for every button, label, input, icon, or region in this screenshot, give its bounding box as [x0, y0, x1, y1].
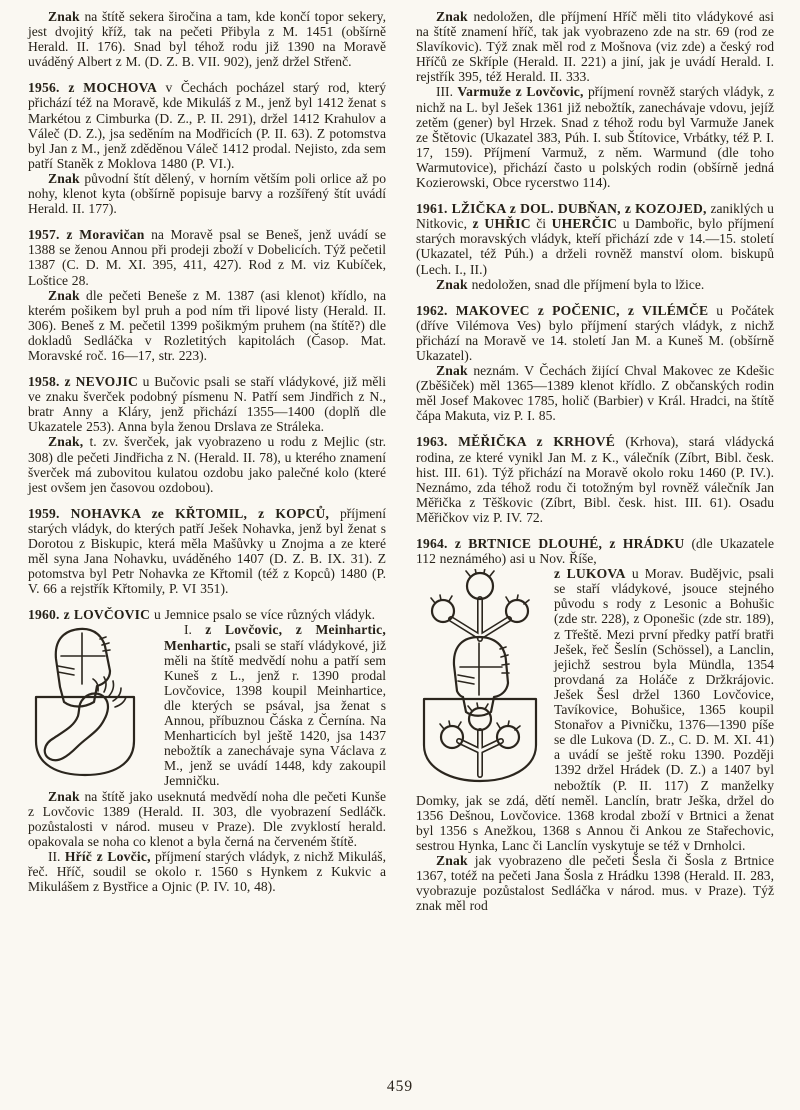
para-znak-1962: Znak neznám. V Čechách žijící Chval Makovec ze Kdešic (Zběšiček) měl 1365—1389 klenot křídlo. Z občanských rodin měl Josef Makovec 1785, holič (Barbier) v Král. Hradci, na štítě čápa Makuta, viz P. I. 85.	[416, 363, 774, 424]
para-znak-1960-I: Znak na štítě jako useknutá medvědí noha dle pečeti Kunše z Lovčovic 1389 (Herald. II. 303, dle vyobrazení Sedláčk. pozůstalosti v národ. museu v Praze). Dle zvyklostí herald. opakovala se noha co klenot a byla černá na červeném štítě.	[28, 788, 386, 849]
para-znak-1958: Znak, t. zv. šverček, jak vyobrazeno u rodu z Mejlic (str. 308) dle pečeti Jindřicha z N. (Herald. II. 78), u kterého znamení šverček má zubovitou kulatou ozdobu jako palečné kolo (které jest ovšem jen časovou ozdobou).	[28, 434, 386, 495]
coat-of-arms-poppy-branch-icon	[418, 569, 542, 785]
right-column	[416, 9, 774, 913]
para-znak-1964: Znak jak vyobrazeno dle pečeti Šesla či Šosla z Brtnice 1367, totéž na pečeti Jana Šosla z Hrádku 1398 (Herald. II. 283, vyobrazuje pozůstalost Sedláčka v národ. mus. v Praze). Týž znak měl rod	[416, 852, 774, 914]
para-znak-1956: Znak původní štít dělený, v horním větším poli orlice až po nohy, klenot kyta (obšírně popisuje barvy a rozšířený štít uvádí Herald. II. 177).	[28, 170, 386, 217]
entry-1958-nevojic: 1958. z NEVOJIC u Bučovic psali se staří vládykové, již měli ve znaku šverček podobný písmenu N. Patří sem Jindřich z N., bratr Anny a Kláry, jenž přichází 1355—1400 (doplň dle Ukazatele 253). Anna byla ženou Drslava ze Stráleka.	[28, 374, 386, 435]
para-znak-1960-II: Znak nedoložen, dle příjmení Hříč měli tito vládykové asi na štítě znamení hříč, tak jak vyobrazeno zde na str. 69 (rod ze Slavíkovic). Týž znak měl rod z Mošnova (viz zde) a český rod Hříčů ze Skříple (Herald. II. 221) a jiní, jak je uvádí Herald. I. rejstřík 395, též Herald. II. 333.	[416, 9, 774, 85]
entry-1956-mochova: 1956. z MOCHOVA v Čechách pocházel starý rod, který přichází též na Moravě, kde Mikuláš z M., jenž byl 1412 ženat s Markétou z Cimburka (D. Z., P. II. 291), držel 1412 Krahulov a Váleč (D. Z.), jsa seděním na Modřicích (P. II. 63). Z potomstva byl Jan z M., jenž zděděnou Váleč 1412 prodal. Nejisto, zda sem patří Staněk z Moklova 1480 (P. VI.).	[28, 80, 387, 171]
para-1960-III: III. Varmuže z Lovčovic, příjmení rovněž starých vládyk, z nichž na L. byl Ješek 1361 již nebožtík, zanechávaje vdovu, jejíž zetěm (gener) byl Hrzek. Snad z téhož rodu byl Varmuže Janek ze Štětovic (Ukazatel 383, Púh. I. sub Štítovice, Vrbátky, též P. I. 17, 159). Příjmení Varmuž, z něm. Warmund (dle toho Warmutovice), přichází často u polských rodin (obšírně jedná Kozierowski, Obce rycerstwo 114).	[416, 84, 774, 191]
para-znak-1961: Znak nedoložen, snad dle příjmení byla to lžice.	[436, 276, 705, 292]
para-1960-I: I. z Lovčovic, z Meinhartic, Menhartic, psali se staří vládykové, již měli na štítě medvědí nohu a patří sem Kuneš z L., jenž r. 1390 prodal Lovčovice, 1398 koupil Meinhartice, dle kterých se psával, jsa ženat s Annou, příbuznou Čáska z Černína. Na Menharticích byl ještě 1420, jsa 1437 nebožtík a zanechávaje syna Václava z M., jenž se uvádí 1448, kdy zakoupil Jemničku.	[164, 622, 386, 789]
page-number: 459	[386, 1078, 414, 1095]
entry-1962-makovec: 1962. MAKOVEC z POČENIC, z VILÉMČE u Počátek (dříve Vilémova Ves) bylo příjmení starých vládyk, z nichž přichází na Moravě ve 14. století Jan M. a Kuneš M. (obšírně Ukazatel).	[416, 302, 774, 363]
para-1964-body: z LUKOVA u Morav. Budějvic, psali se staří vládykové, jsouce stejného původu s rody z Lesonic a Bohušic (zde str. 228), z Oponešic (zde str. 189), z Třeště. Mezi první předky patří bratři Ješek, řeč Šeslín (Schössel), a Lanclin, jejichž sestrou byla Mündla, 1354 provdaná za Holáče z Držkrájovic. Ješek Šesl držel 1360 Lovčovice, Tavíkovice, Bohušice, 1365 koupil Stonařov a Pivničku, 1376—1390 píše se dle Lukova (D. Z., C. D. M. XI. 41) a uvádí se ještě roku 1390. Později 1392 držel Hrádek (D. Z.) a 1407 byl nebožtík (P. II. 117) Z manželky Domky, jak se zdá, dětí neměl. Lanclín, bratr Ješka, držel do 1356 Dešnou, Lovčovice. 1368 krodal zboží v Brtnici a ženat byl 1356 s Anežkou, 1368 s Annou či Ankou ze Stařechovic, sestrou Hynka, Lanc či Lanclín vyskytuje se též v Drnholci.	[416, 566, 774, 853]
coat-of-arms-bear-leg-icon	[30, 625, 152, 777]
entry-1963-mericka: 1963. MĚŘIČKA z KRHOVÉ (Krhova), stará vládycká rodina, ze které vynikl Jan M. z K., válečník (Zíbrt, Bibl. česk. hist. III. 61). Týž přichází na Moravě okolo roku 1460 (P. IV.). Neznámo, zda téhož rodu či totožným byl rovněž válečník Jan Měřička z Těškovic (Zíbrt, Bibl. česk. hist. III. 61). Osadu Měřičkov viz P. IV. 72.	[416, 434, 774, 525]
entry-1961-lzicka: 1961. LŽIČKA z DOL. DUBŇAN, z KOZOJED, zaniklých u Nitkovic, z UHŘIC či UHERČIC u Dambořic, bylo příjmení starých moravských vládyk, kteří přichází zde v 14.—15. století (Ukazatel, též Púh.) a drželi rovněž manství olom. biskupů (Lech. I., II.)	[416, 201, 774, 277]
entry-1960-lovcovic-head: 1960. z LOVČOVIC u Jemnice psalo se více různých vládyk.	[28, 607, 375, 623]
para-znak-continuation: Znak na štítě sekera širočina a tam, kde končí topor sekery, jest dvojitý kříž, tak na pečeti Přibyla z M. 1451 (obšírně Herald. II. 176). Snad byl téhož rodu již 1390 na Moravě uváděný Albert z M. (D. Z. B. VII. 902), jenž držel Střenč.	[28, 9, 386, 70]
entry-1959-nohavka: 1959. NOHAVKA ze KŘTOMIL, z KOPCŮ, příjmení starých vládyk, do kterých patří Ješek Nohavka, jenž byl ženat s Dorotou z Biskupic, která měla Mašůvky u Znojma a ze které měl syna Jana Nohavku, uváděného 1407 (D. Z. B. IX. 31). Z potomstva byl Petr Nohavka ze Křtomil (též z Kopců) 1480 (P. V. 66 a rejstřík Křtomily, P. VI 351).	[28, 505, 387, 597]
left-column	[28, 9, 386, 913]
para-1960-II: II. Hříč z Lovčic, příjmení starých vládyk, z nichž Mikuláš, řeč. Hříč, soudil se okolo r. 1560 s Hynkem z Kukvic a Mikulášem z Bystřice a Ojnic (P. IV. 10, 48).	[28, 848, 386, 895]
entry-1957-moravican: 1957. z Moravičan na Moravě psal se Beneš, jenž uvádí se 1388 se ženou Annou při prodeji zboží v Dobelicích. Týž pečetil 1387 (C. D. M. XI. 395, 411, 427). Rod z M. viz Kubíček, Loštice 28.	[28, 227, 386, 288]
para-znak-1957: Znak dle pečeti Beneše z M. 1387 (asi klenot) křídlo, na kterém pošikem byl pruh a pod ním tři lipové listy (Herald. II. 306). Beneš z M. pečetil 1399 pošikmým pruhem (na štítě?) dle dokladů Sedláčka v Rozletitých kapitolách (Časop. Mat. Moravské roč. 16—17, str. 223).	[28, 287, 386, 363]
entry-1964-brtnice-head: 1964. z BRTNICE DLOUHÉ, z HRÁDKU (dle Ukazatele 112 neznámého) asi u Nov. Říše,	[416, 536, 774, 567]
